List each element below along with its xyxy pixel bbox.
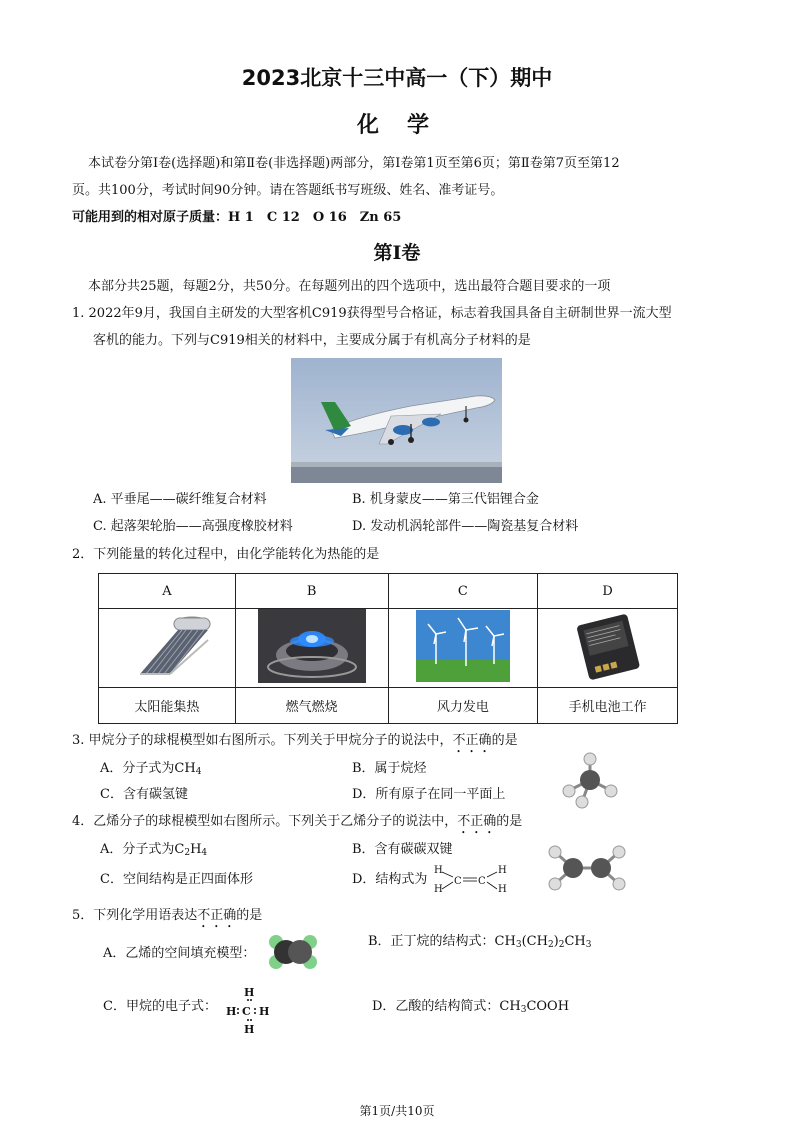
phone-battery-cell [538, 609, 678, 688]
table-header-b: B [235, 574, 388, 609]
wind-turbine-image [416, 610, 510, 682]
svg-text:C: C [242, 1005, 251, 1018]
q1-option-d: D. 发动机涡轮部件——陶瓷基复合材料 [352, 519, 579, 534]
q1-option-c: C. 起落架轮胎——高强度橡胶材料 [93, 519, 293, 534]
q5-stem-emphasis: 不正确 [197, 908, 237, 923]
q5-b-sub1: 3 [515, 940, 522, 950]
q4-a-text: A．分子式为C [100, 842, 185, 857]
airplane-photo [291, 358, 502, 483]
svg-text:H: H [434, 865, 443, 876]
energy-table [98, 573, 678, 724]
svg-text:H: H [498, 884, 507, 895]
q1-stem-1: 1. 2022年9月，我国自主研发的大型客机C919获得型号合格证，标志着我国具备自主研制世界一流大型 [72, 306, 672, 321]
q5-b-mid3: CH [564, 934, 586, 949]
table-header-c: C [388, 574, 538, 609]
q5-option-d [372, 997, 569, 1020]
phone-battery-image [568, 611, 648, 681]
section-title: 第Ⅰ卷 [373, 242, 421, 264]
svg-text:H: H [244, 986, 255, 999]
q4-stem-pre: 4．乙烯分子的球棍模型如右图所示。下列关于乙烯分子的说法中， [72, 814, 458, 829]
ethylene-ball-stick-model [545, 840, 629, 896]
q4-stem-post: 的是 [496, 814, 523, 829]
table-header-d: D [538, 574, 678, 609]
q1-option-b: B. 机身蒙皮——第三代铝锂合金 [352, 492, 539, 507]
section-instructions: 本部分共25题，每题2分，共50分。在每题列出的四个选项中，选出最符合题目要求的一项 [88, 279, 611, 294]
q5-stem [72, 906, 262, 931]
q4-a-mid: H [190, 842, 202, 857]
caption-b: 燃气燃烧 [235, 688, 388, 724]
intro-line-2: 页。共100分，考试时间90分钟。请在答题纸书写班级、姓名、准考证号。 [72, 183, 504, 198]
q4-a-sub1: 2 [184, 848, 191, 858]
gas-flame-image [258, 609, 366, 683]
q4-stem-emphasis: 不正确 [457, 814, 497, 829]
q4-stem [72, 812, 522, 837]
methane-electron-formula [218, 985, 278, 1035]
exam-title: 2023北京十三中高一（下）期中 [241, 66, 553, 90]
svg-text:H: H [434, 884, 443, 895]
q5-d-text: D．乙酸的结构简式：CH [372, 999, 521, 1014]
svg-text:H: H [259, 1005, 270, 1018]
q5-d-post: COOH [526, 999, 570, 1014]
q5-b-mid1: (CH [521, 934, 548, 949]
q3-option-a [100, 759, 201, 782]
q5-d-sub: 3 [520, 1005, 527, 1015]
q3-a-text: A．分子式为CH [100, 761, 196, 776]
q5-b-text: B．正丁烷的结构式：CH [368, 934, 516, 949]
atomic-mass-line: 可能用到的相对原子质量：H 1 C 12 O 16 Zn 65 [72, 210, 402, 225]
caption-a: 太阳能集热 [99, 688, 236, 724]
q3-a-sub: 4 [195, 767, 202, 777]
q3-stem-emphasis: 不正确 [452, 733, 492, 748]
q2-stem: 2．下列能量的转化过程中，由化学能转化为热能的是 [72, 547, 380, 562]
svg-text:C: C [478, 876, 486, 887]
caption-c: 风力发电 [388, 688, 538, 724]
caption-d: 手机电池工作 [538, 688, 678, 724]
gas-burner-cell [235, 609, 388, 688]
q3-option-c: C．含有碳氢键 [100, 787, 188, 802]
ethylene-structural-formula [432, 864, 512, 896]
q5-b-sub3: 2 [558, 940, 565, 950]
q3-option-b: B．属于烷烃 [352, 761, 427, 776]
q5-option-a: A．乙烯的空间填充模型： [103, 946, 256, 961]
q1-stem-2: 客机的能力。下列与C919相关的材料中，主要成分属于有机高分子材料的是 [93, 333, 531, 348]
svg-text:H: H [244, 1023, 255, 1035]
q4-option-c: C．空间结构是正四面体形 [100, 872, 253, 887]
q5-option-b [368, 932, 592, 955]
page-footer: 第1页/共10页 [359, 1104, 435, 1118]
subject-title: 化学 [356, 113, 457, 138]
q5-stem-post: 的是 [236, 908, 263, 923]
q5-b-mid2: ) [553, 934, 559, 949]
q5-b-sub2: 2 [547, 940, 554, 950]
q5-stem-pre: 5．下列化学用语表达 [72, 908, 198, 923]
svg-text:C: C [454, 876, 462, 887]
intro-line-1: 本试卷分第Ⅰ卷(选择题)和第Ⅱ卷(非选择题)两部分，第Ⅰ卷第1页至第6页；第Ⅱ卷第7页至第12 [88, 156, 620, 171]
q5-option-c: C．甲烷的电子式： [103, 999, 217, 1014]
q4-option-a [100, 840, 207, 863]
table-header-a: A [99, 574, 236, 609]
wind-turbine-cell [388, 609, 538, 688]
q3-stem [72, 731, 518, 756]
solar-heater-image [122, 610, 212, 682]
svg-text:H: H [226, 1005, 237, 1018]
q1-option-a: A. 平垂尾——碳纤维复合材料 [93, 492, 267, 507]
q4-a-sub2: 4 [201, 848, 208, 858]
q3-stem-post: 的是 [491, 733, 518, 748]
svg-text:H: H [498, 865, 507, 876]
ethylene-space-filling-model [268, 932, 318, 972]
q3-stem-pre: 3. 甲烷分子的球棍模型如右图所示。下列关于甲烷分子的说法中， [72, 733, 453, 748]
q4-option-b: B．含有碳碳双键 [352, 842, 453, 857]
solar-heater-cell [99, 609, 236, 688]
q4-option-d: D．结构式为 [352, 872, 428, 887]
methane-ball-stick-model [560, 750, 620, 810]
q3-option-d: D．所有原子在同一平面上 [352, 787, 506, 802]
q5-b-sub4: 3 [585, 940, 592, 950]
